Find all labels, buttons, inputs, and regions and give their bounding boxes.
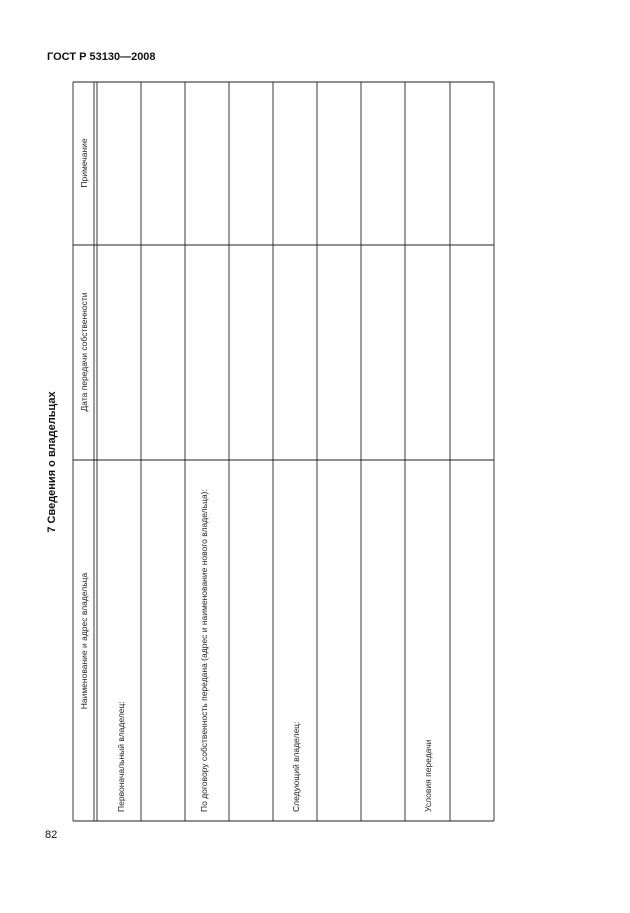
row-transferred-by-contract: По договору собственность передана (адрес и наименование нового владельца): (199, 489, 209, 812)
row-initial-owner: Первоначальный владелец: (116, 701, 126, 812)
section-title: 7 Сведения о владельцах (46, 391, 58, 533)
row-next-owner: Следующий владелец: (291, 721, 301, 812)
row-transfer-conditions: Условия передачи (423, 739, 433, 812)
standard-designation: ГОСТ Р 53130—2008 (47, 51, 156, 63)
column-header-note: Примечание (79, 138, 89, 188)
column-header-transfer-date: Дата передачи собственности (79, 292, 89, 412)
column-header-owner-name-address: Наименование и адрес владельца (79, 572, 89, 710)
page-number: 82 (45, 829, 58, 841)
